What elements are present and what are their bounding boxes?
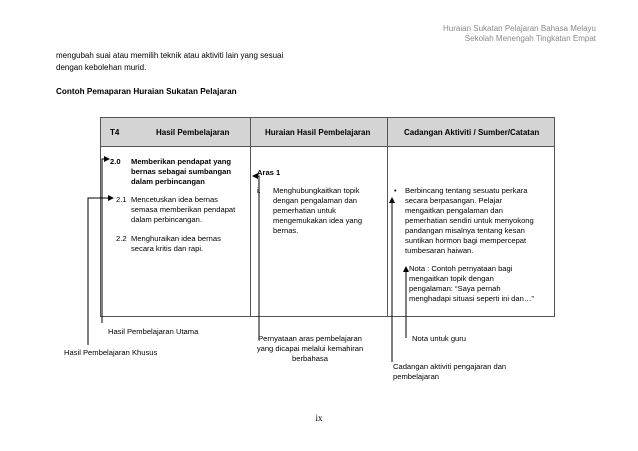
activity-line: tumbesaran haiwan.: [405, 246, 474, 255]
activity-line: pandangan misalnya tentang kesan: [405, 226, 525, 235]
level-item-line: pemerhatian untuk: [273, 206, 336, 215]
intro-line-1: mengubah suai atau memilih teknik atau aktiviti lain yang sesuai: [56, 51, 284, 60]
sub-outcome-line: dalam perbincangan.: [131, 215, 202, 224]
note-line: Nota : Contoh pernyataan bagi: [409, 264, 513, 273]
statement-line: Pernyataan aras pembelajaran: [258, 334, 362, 343]
label-activity-suggestion: [393, 362, 506, 382]
header-col1: Hasil Pembelajaran: [156, 128, 230, 137]
activity-bullet: •: [394, 186, 397, 195]
section-title: Contoh Pemaparan Huraian Sukatan Pelajaran: [56, 87, 237, 96]
activity-line: suntikan hormon bagi mempercepat: [405, 236, 527, 245]
label-teacher-note: Nota untuk guru: [412, 334, 467, 343]
suggestion-line: Cadangan aktiviti pengajaran dan: [393, 362, 507, 371]
level-item-line: dengan pengalaman dan: [273, 196, 358, 205]
arrow-specific-outcome: [88, 198, 113, 345]
activity-line: mengaitkan pengalaman dan: [405, 206, 503, 215]
activity-line: pemerhatian sendiri untuk menyokong: [405, 216, 534, 225]
header-line-2: Sekolah Menengah Tingkatan Empat: [464, 34, 596, 43]
arrow-level-statement: [253, 176, 259, 340]
label-main-outcome: Hasil Pembelajaran Utama: [108, 327, 199, 336]
level-item-line: mengemukakan idea yang: [273, 216, 363, 225]
header-col2: Huraian Hasil Pembelajaran: [265, 128, 371, 137]
main-outcome-line: Memberikan pendapat yang: [131, 157, 232, 166]
suggestion-line: pembelajaran: [393, 372, 440, 381]
note-line: menghadapi situasi seperti ini dan…”: [409, 294, 534, 303]
page-number: ix: [315, 413, 323, 423]
label-level-statement: [246, 334, 374, 364]
sub-outcome-1-number: 2.1: [116, 195, 127, 204]
header-col3: Cadangan Aktiviti / Sumber/Catatan: [404, 128, 540, 137]
intro-line-2: dengan kebolehan murid.: [56, 63, 147, 72]
sub-outcome-line: Menghuraikan idea bernas: [131, 234, 221, 243]
main-outcome-number: 2.0: [110, 157, 121, 166]
activity-line: Berbincang tentang sesuatu perkara: [405, 186, 528, 195]
activity-line: secara berpasangan. Pelajar: [405, 196, 503, 205]
form-label: T4: [110, 128, 120, 137]
level-item-line: bernas.: [273, 226, 299, 235]
note-line: mengaitkan topik dengan: [409, 274, 494, 283]
header-line-1: Huraian Sukatan Pelajaran Bahasa Melayu: [443, 24, 596, 33]
note-line: pengalaman: “Saya pernah: [409, 284, 501, 293]
statement-line: berbahasa: [292, 354, 328, 363]
main-outcome-line: dalam perbincangan: [131, 177, 205, 186]
main-outcome-line: bernas sebagai sumbangan: [131, 167, 232, 176]
sub-outcome-line: Mencetuskan idea bernas: [131, 195, 218, 204]
statement-line: yang dicapai melalui kemahiran: [256, 344, 364, 353]
level-item-line: Menghubungkaitkan topik: [273, 186, 360, 195]
level-item-number: i.: [257, 186, 261, 195]
sub-outcome-line: secara kritis dan rapi.: [131, 244, 204, 253]
label-specific-outcome: Hasil Pembelajaran Khusus: [64, 348, 158, 357]
sub-outcome-line: semasa memberikan pendapat: [131, 205, 236, 214]
level-label: Aras 1: [257, 168, 281, 177]
arrow-main-outcome: [102, 159, 109, 323]
sub-outcome-2-number: 2.2: [116, 234, 127, 243]
